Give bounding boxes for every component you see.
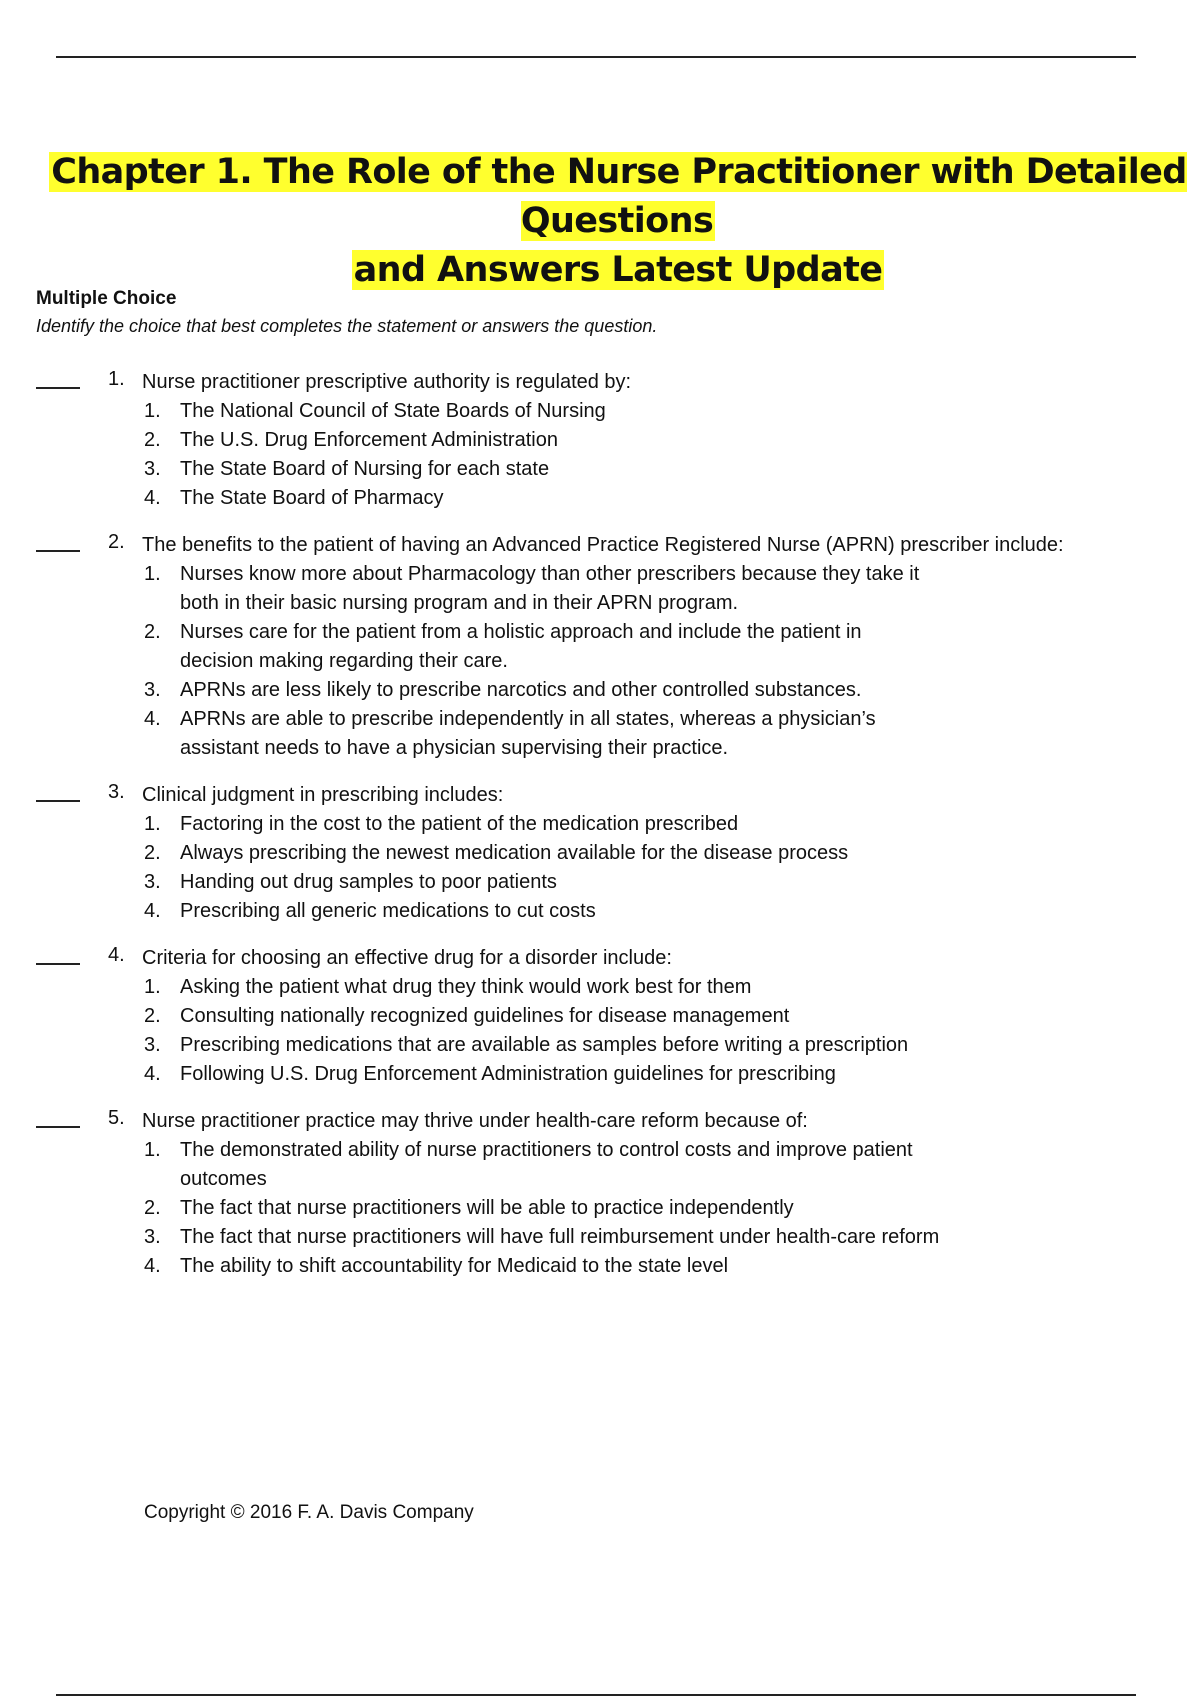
question-2 — [36, 531, 1156, 763]
option-number: 4. — [144, 900, 161, 922]
option-item — [144, 1136, 1156, 1194]
option-number: 3. — [144, 871, 161, 893]
option-item — [144, 560, 1156, 618]
option-list — [144, 397, 1156, 513]
option-text: APRNs are less likely to prescribe narcotics and other controlled substances. — [180, 679, 862, 701]
answer-blank[interactable] — [36, 944, 80, 965]
option-number: 3. — [144, 1034, 161, 1056]
option-list — [144, 1136, 1156, 1281]
question-text: The benefits to the patient of having an Advanced Practice Registered Nurse (APRN) prescriber include: — [142, 534, 1064, 556]
option-number: 3. — [144, 679, 161, 701]
option-item — [144, 1002, 1156, 1031]
question-4 — [36, 944, 1156, 1089]
option-text: Prescribing medications that are available as samples before writing a prescription — [180, 1034, 909, 1056]
question-3 — [36, 781, 1156, 926]
option-item — [144, 426, 1156, 455]
option-number: 2. — [144, 1005, 161, 1027]
option-item — [144, 484, 1156, 513]
option-item — [144, 973, 1156, 1002]
option-text: Asking the patient what drug they think would work best for them — [180, 976, 752, 998]
option-number: 4. — [144, 1255, 161, 1277]
top-rule — [56, 56, 1136, 58]
option-text: Nurses know more about Pharmacology than other prescribers because they take it both in their basic nursing program and in their APRN program. — [180, 563, 920, 614]
option-number: 1. — [144, 400, 161, 422]
question-5 — [36, 1107, 1156, 1281]
copyright-notice: Copyright © 2016 F. A. Davis Company — [144, 1502, 474, 1523]
option-number: 2. — [144, 1197, 161, 1219]
question-number: 4. — [108, 944, 125, 966]
page-title — [36, 148, 1200, 295]
option-list — [144, 973, 1156, 1089]
option-number: 2. — [144, 429, 161, 451]
answer-blank[interactable] — [36, 368, 80, 389]
question-number: 2. — [108, 531, 125, 553]
option-number: 1. — [144, 976, 161, 998]
option-text: The National Council of State Boards of Nursing — [180, 400, 606, 422]
option-text: Always prescribing the newest medication available for the disease process — [180, 842, 849, 864]
answer-blank[interactable] — [36, 1107, 80, 1128]
option-text: Prescribing all generic medications to cut costs — [180, 900, 596, 922]
option-item — [144, 676, 1156, 705]
option-number: 1. — [144, 1139, 161, 1161]
question-text: Criteria for choosing an effective drug for a disorder include: — [142, 947, 672, 969]
option-text: Following U.S. Drug Enforcement Administration guidelines for prescribing — [180, 1063, 836, 1085]
option-text: Nurses care for the patient from a holistic approach and include the patient in decision making regarding their care. — [180, 621, 862, 672]
option-item — [144, 618, 1156, 676]
bottom-rule — [56, 1694, 1136, 1696]
option-item — [144, 1060, 1156, 1089]
option-number: 4. — [144, 708, 161, 730]
question-text: Nurse practitioner prescriptive authority is regulated by: — [142, 371, 632, 393]
option-number: 1. — [144, 813, 161, 835]
option-item — [144, 705, 1156, 763]
question-number: 1. — [108, 368, 125, 390]
option-item — [144, 1031, 1156, 1060]
option-number: 3. — [144, 458, 161, 480]
option-text: The ability to shift accountability for Medicaid to the state level — [180, 1255, 729, 1277]
option-item — [144, 868, 1156, 897]
option-item — [144, 897, 1156, 926]
option-item — [144, 1252, 1156, 1281]
option-text: Factoring in the cost to the patient of the medication prescribed — [180, 813, 739, 835]
section-instructions: Identify the choice that best completes the statement or answers the question. — [36, 316, 658, 336]
option-text: The U.S. Drug Enforcement Administration — [180, 429, 558, 451]
answer-blank[interactable] — [36, 781, 80, 802]
option-item — [144, 1223, 1156, 1252]
title-line-2: and Answers Latest Update — [353, 250, 883, 290]
option-text: The State Board of Nursing for each state — [180, 458, 550, 480]
option-number: 2. — [144, 842, 161, 864]
question-number: 5. — [108, 1107, 125, 1129]
section-heading: Multiple Choice — [36, 288, 177, 309]
question-1 — [36, 368, 1156, 513]
question-text: Clinical judgment in prescribing includes: — [142, 784, 504, 806]
option-item — [144, 397, 1156, 426]
title-line-1: Chapter 1. The Role of the Nurse Practitioner with Detailed Questions — [51, 152, 1187, 241]
question-number: 3. — [108, 781, 125, 803]
option-text: Handing out drug samples to poor patients — [180, 871, 557, 893]
option-item — [144, 1194, 1156, 1223]
option-text: APRNs are able to prescribe independently in all states, whereas a physician’s assistant needs to have a physician supervising their practice. — [180, 708, 876, 759]
option-text: The fact that nurse practitioners will have full reimbursement under health-care reform — [180, 1226, 940, 1248]
option-number: 3. — [144, 1226, 161, 1248]
option-item — [144, 810, 1156, 839]
option-item — [144, 839, 1156, 868]
option-list — [144, 560, 1156, 763]
question-text: Nurse practitioner practice may thrive under health-care reform because of: — [142, 1110, 808, 1132]
option-text: The fact that nurse practitioners will be able to practice independently — [180, 1197, 794, 1219]
question-list — [36, 368, 1156, 1299]
option-text: Consulting nationally recognized guidelines for disease management — [180, 1005, 790, 1027]
option-text: The State Board of Pharmacy — [180, 487, 444, 509]
option-item — [144, 455, 1156, 484]
option-text: The demonstrated ability of nurse practitioners to control costs and improve patient outcomes — [180, 1139, 913, 1190]
option-number: 2. — [144, 621, 161, 643]
option-number: 1. — [144, 563, 161, 585]
option-number: 4. — [144, 1063, 161, 1085]
option-number: 4. — [144, 487, 161, 509]
option-list — [144, 810, 1156, 926]
answer-blank[interactable] — [36, 531, 80, 552]
